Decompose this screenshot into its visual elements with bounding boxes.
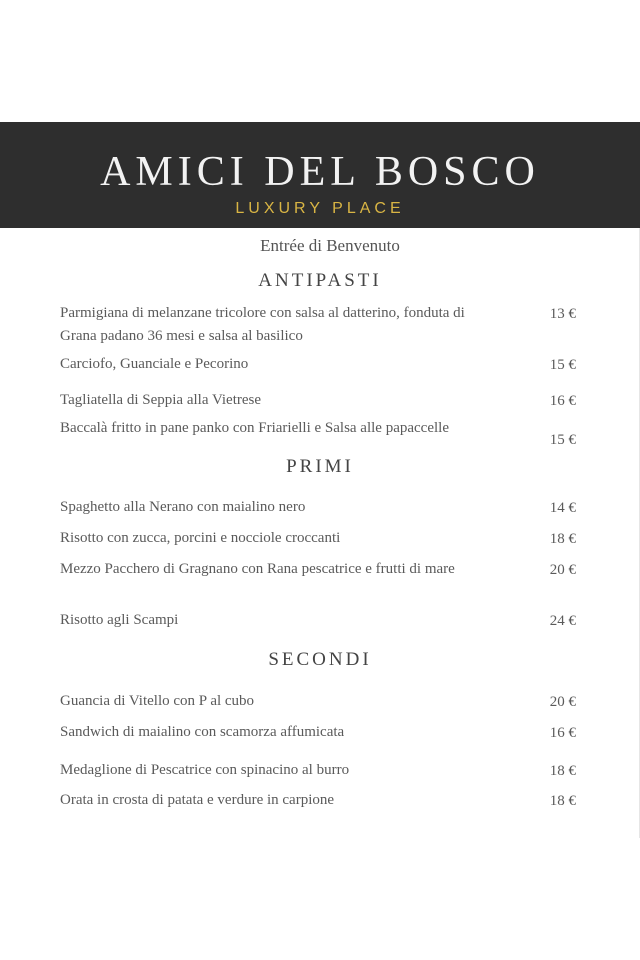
- menu-item-price: 13 €: [549, 306, 576, 322]
- menu-item: [60, 789, 580, 812]
- menu-item-price: 16 €: [549, 725, 576, 741]
- menu-item: [60, 496, 580, 519]
- menu-item: [60, 417, 580, 448]
- menu-item-name: Mezzo Pacchero di Gragnano con Rana pescatrice e frutti di mare: [60, 561, 455, 577]
- menu-item-price: 24 €: [549, 613, 576, 629]
- menu-item-name: Spaghetto alla Nerano con maialino nero: [60, 499, 306, 515]
- menu-item: [60, 609, 580, 632]
- menu-item-price: 16 €: [549, 393, 576, 409]
- menu-item-price: 18 €: [549, 763, 576, 779]
- menu-item-name: Sandwich di maialino con scamorza affumicata: [60, 724, 345, 740]
- menu-item-name: Medaglione di Pescatrice con spinacino al burro: [60, 762, 350, 778]
- menu-item-name: Guancia di Vitello con P al cubo: [60, 693, 255, 709]
- menu-item-name: Orata in crosta di patata e verdure in carpione: [60, 792, 335, 808]
- menu-item-name: Risotto agli Scampi: [60, 612, 179, 628]
- menu-item: [60, 721, 580, 744]
- menu-item-name: Carciofo, Guanciale e Pecorino: [60, 356, 249, 372]
- section-title-secondi: SECONDI: [268, 649, 372, 670]
- menu-item-price: 15 €: [549, 357, 576, 373]
- menu-item-name: Parmigiana di melanzane tricolore con salsa al datterino, fonduta di Grana padano 36 mesi e salsa al basilico: [60, 305, 465, 344]
- menu-item-price: 14 €: [549, 500, 576, 516]
- menu-item-price: 20 €: [549, 694, 576, 710]
- section-title-primi: PRIMI: [286, 456, 354, 477]
- menu-item: [60, 690, 580, 713]
- menu-item: [60, 302, 580, 348]
- welcome-note: Entrée di Benvenuto: [260, 236, 400, 255]
- menu-item-name: Risotto con zucca, porcini e nocciole croccanti: [60, 530, 341, 546]
- menu-item: [60, 558, 580, 581]
- menu-item-price: 18 €: [549, 531, 576, 547]
- restaurant-tagline: LUXURY PLACE: [235, 200, 405, 217]
- restaurant-name: AMICI DEL BOSCO: [100, 149, 540, 195]
- menu-item-name: Baccalà fritto in pane panko con Friarielli e Salsa alle papaccelle: [60, 420, 449, 436]
- menu-item-price: 15 €: [549, 432, 576, 448]
- menu-item-name: Tagliatella di Seppia alla Vietrese: [60, 392, 262, 408]
- menu-item-price: 18 €: [549, 793, 576, 809]
- section-title-antipasti: ANTIPASTI: [258, 270, 382, 291]
- menu-item: [60, 527, 580, 550]
- menu-item: [60, 389, 580, 412]
- menu-item: [60, 353, 580, 376]
- menu-item-price: 20 €: [549, 562, 576, 578]
- menu-item: [60, 759, 580, 782]
